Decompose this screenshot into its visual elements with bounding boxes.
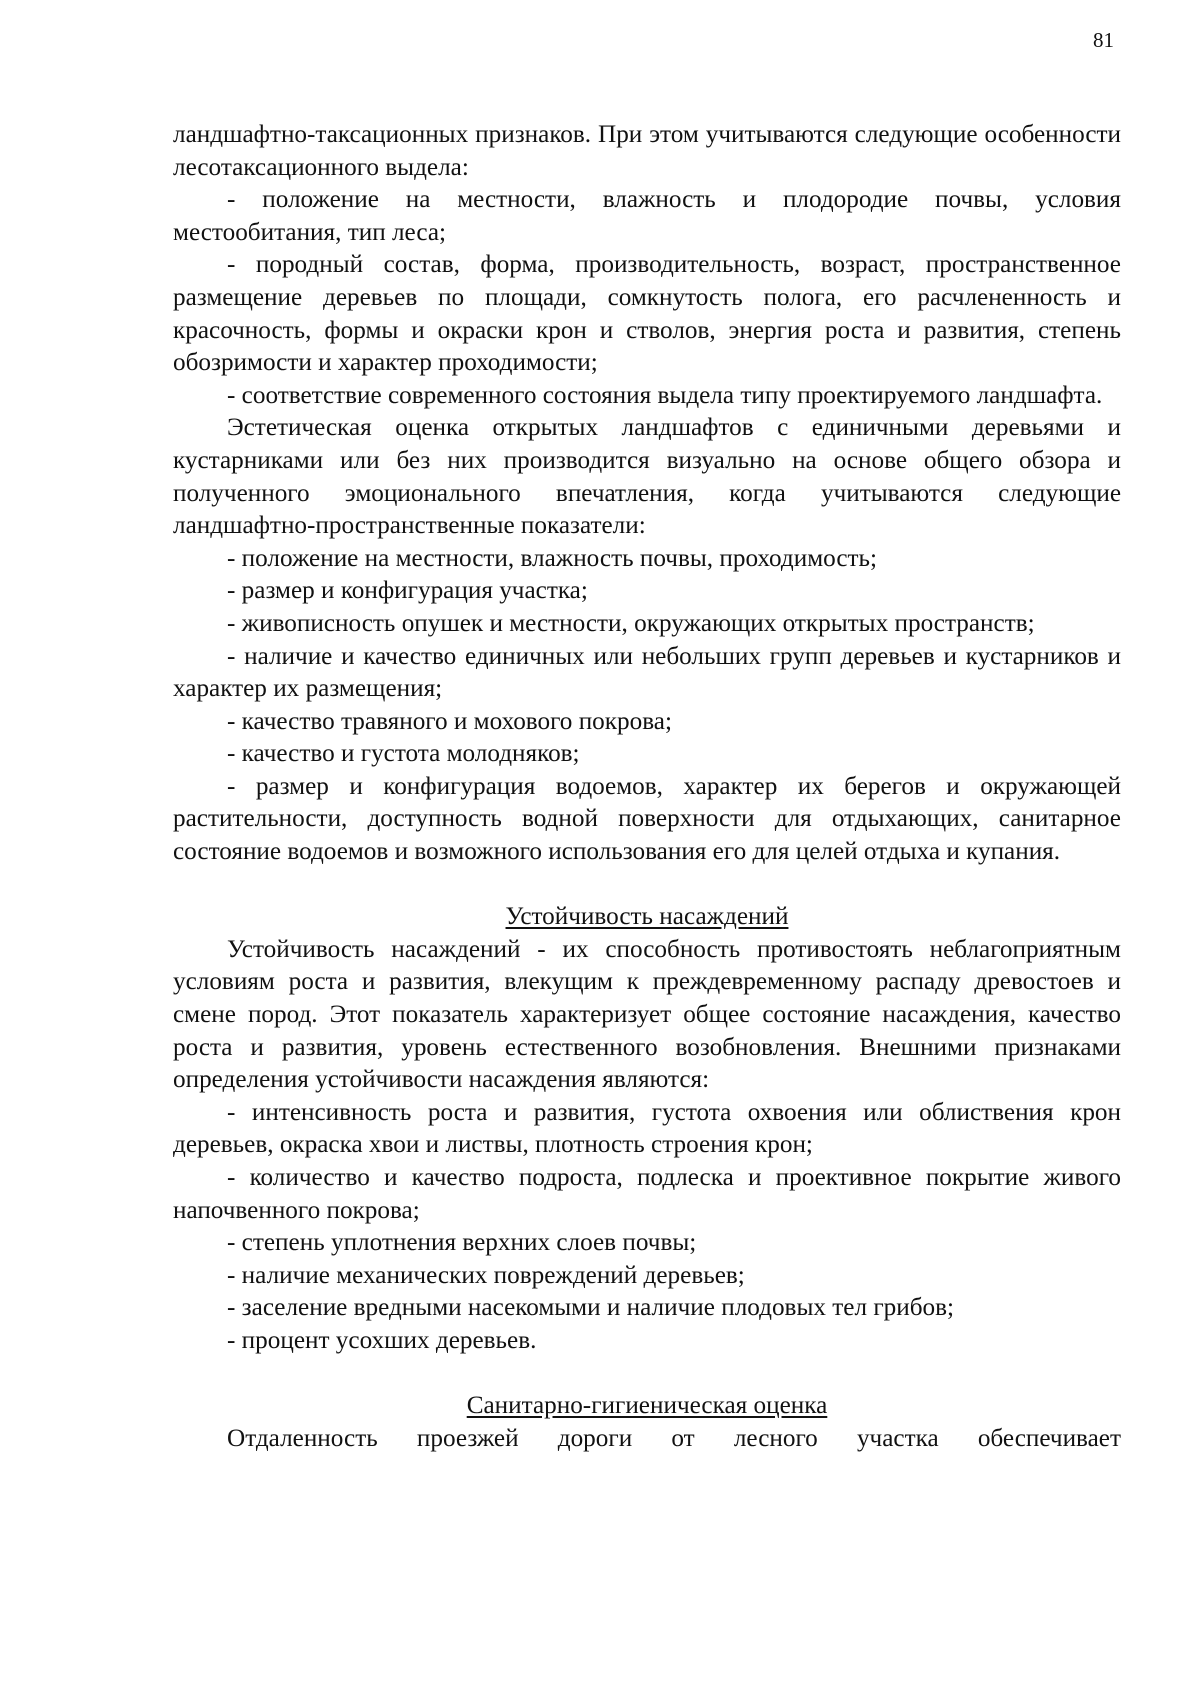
paragraph: Эстетическая оценка открытых ландшафтов с единичными деревьями и кустарниками или без них производится визуально на основе общего обзора и полученного эмоционального впечатления, когда учитываются следующие ландшафтно-пространственные показатели:: [173, 414, 1121, 540]
section-heading-sanitary: Санитарно-гигиеническая оценка: [466, 1392, 828, 1420]
list-item: - наличие и качество единичных или небольших групп деревьев и кустарников и характер их размещения;: [173, 642, 1121, 703]
section-heading-stability: Устойчивость насаждений: [505, 903, 789, 931]
list-item: - заселение вредными насекомыми и наличие плодовых тел грибов;: [227, 1294, 955, 1322]
paragraph: Устойчивость насаждений - их способность противостоять неблагоприятным условиям роста и развития, влекущим к преждевременному распаду древостоев и смене пород. Этот показатель характеризует общее состояние насаждения, качество роста и развития, уровень естественного возобновления. Внешними признаками определения устойчивости насаждения являются:: [173, 935, 1121, 1094]
list-item: - наличие механических повреждений деревьев;: [227, 1261, 745, 1289]
section-sanitary: [173, 1423, 1121, 1456]
list-item: - породный состав, форма, производительность, возраст, пространственное размещение деревьев по площади, сомкнутость полога, его расчлененность и красочность, формы и окраски крон и стволов, энергия роста и развития, степень обозримости и характер проходимости;: [173, 251, 1121, 377]
section-spacer: [173, 1358, 1121, 1391]
list-item: - количество и качество подроста, подлеска и проективное покрытие живого напочвенного покрова;: [173, 1164, 1121, 1224]
list-item: - положение на местности, влажность почвы, проходимость;: [227, 544, 878, 572]
list-item: - живописность опушек и местности, окружающих открытых пространств;: [227, 609, 1035, 637]
list-item: - качество травяного и мохового покрова;: [227, 707, 672, 735]
list-item: - интенсивность роста и развития, густота охвоения или облиствения крон деревьев, окраска хвои и листвы, плотность строения крон;: [173, 1098, 1121, 1159]
list-item: - процент усохших деревьев.: [227, 1326, 537, 1354]
paragraph: Отдаленность проезжей дороги от лесного участка обеспечивает: [227, 1424, 1121, 1452]
section-landscape-assessment: [173, 119, 1121, 869]
page-number: 81: [1093, 28, 1114, 52]
paragraph: ландшафтно-таксационных признаков. При этом учитываются следующие особенности лесотаксационного выдела:: [173, 121, 1121, 181]
list-item: - положение на местности, влажность и плодородие почвы, условия местообитания, тип леса;: [173, 186, 1121, 246]
list-item: - степень уплотнения верхних слоев почвы;: [227, 1229, 697, 1257]
section-spacer: [173, 869, 1121, 902]
page-body: [173, 119, 1121, 1455]
section-stability: [173, 934, 1121, 1358]
list-item: - размер и конфигурация участка;: [227, 577, 588, 605]
list-item: - качество и густота молодняков;: [227, 740, 580, 768]
list-item: - размер и конфигурация водоемов, характер их берегов и окружающей растительности, доступность водной поверхности для отдыхающих, санитарное состояние водоемов и возможного использования его для целей отдыха и купания.: [173, 772, 1121, 866]
list-item: - соответствие современного состояния выдела типу проектируемого ландшафта.: [227, 381, 1103, 409]
